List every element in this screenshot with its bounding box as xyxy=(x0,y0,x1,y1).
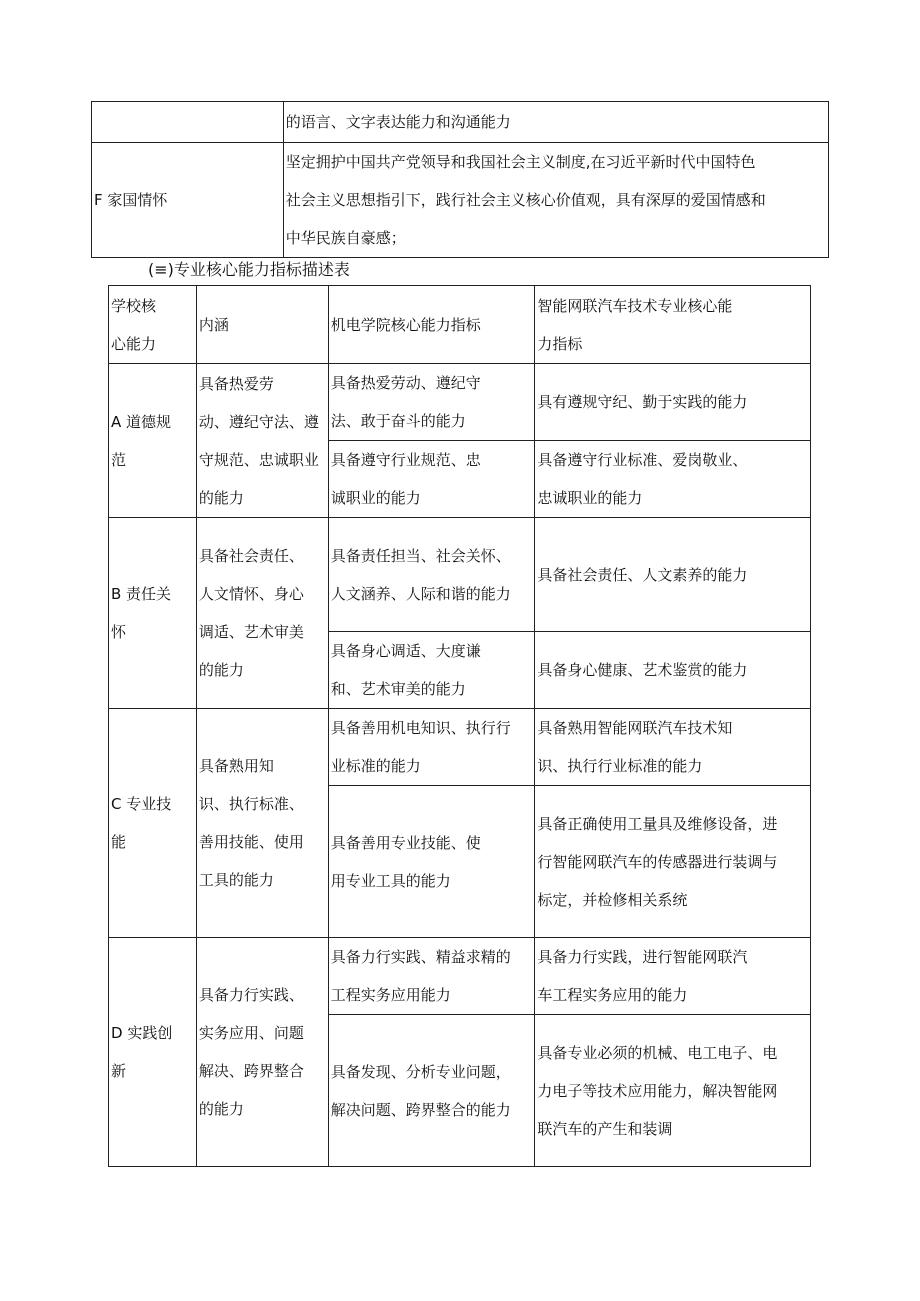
cell-line: 善用技能、使用 xyxy=(198,833,304,851)
row-content-cell xyxy=(283,143,828,258)
cell-line: 具备热爱劳 xyxy=(198,374,274,393)
table-row xyxy=(109,938,811,1015)
college-cell xyxy=(328,518,535,632)
cell-line: 的能力 xyxy=(198,1100,244,1118)
cell-line: 内涵 xyxy=(198,315,229,334)
header-meaning xyxy=(196,286,328,364)
section-title: (≡)专业核心能力指标描述表 xyxy=(148,260,350,279)
cell-line: 和、艺术审美的能力 xyxy=(330,680,466,698)
table-row xyxy=(109,709,811,786)
major-cell xyxy=(535,1015,811,1167)
core-competency-table xyxy=(108,285,811,1167)
major-cell xyxy=(535,632,811,709)
cell-line: 智能网联汽车技术专业核心能 xyxy=(537,296,733,315)
meaning-cell xyxy=(196,518,328,709)
cell-line: 具备社会责任、 xyxy=(198,547,304,565)
cell-line: 行智能网联汽车的传感器进行装调与 xyxy=(537,852,778,871)
cell-line: 学校核 xyxy=(111,296,157,315)
major-cell xyxy=(535,364,811,441)
college-cell xyxy=(328,786,535,938)
cell-line: 新 xyxy=(111,1062,127,1080)
cell-line: B 责任关 xyxy=(111,585,172,603)
cell-line: 业标准的能力 xyxy=(330,757,421,775)
cell-line: 人文涵养、人际和谐的能力 xyxy=(330,584,511,603)
meaning-cell xyxy=(196,709,328,938)
cell-line: 守规范、忠诚职业 xyxy=(198,450,319,469)
college-cell xyxy=(328,938,535,1015)
cell-line: 具备熟用知 xyxy=(198,757,274,775)
school-cell xyxy=(109,518,197,709)
cell-line: 具备正确使用工量具及维修设备，进 xyxy=(537,814,778,833)
cell-line: 力电子等技术应用能力，解决智能网 xyxy=(537,1081,778,1100)
cell-line: 解决、跨界整合 xyxy=(198,1062,304,1080)
cell-line: 工程实务应用能力 xyxy=(330,986,451,1004)
cell-line: 实务应用、问题 xyxy=(198,1024,304,1042)
major-cell xyxy=(535,441,811,518)
college-cell xyxy=(328,709,535,786)
cell-line: 心能力 xyxy=(111,334,157,353)
meaning-cell xyxy=(196,364,328,518)
row-content-cell xyxy=(283,102,828,143)
header-school xyxy=(109,286,197,364)
school-cell xyxy=(109,938,197,1167)
cell-line: 中华民族自豪感； xyxy=(285,229,406,247)
row-label-cell xyxy=(92,102,284,143)
cell-line: 识、执行行业标准的能力 xyxy=(537,757,703,775)
cell-line: 坚定拥护中国共产党领导和我国社会主义制度,在习近平新时代中国特色 xyxy=(285,153,756,171)
cell-line: 具备善用机电知识、执行行 xyxy=(330,719,511,737)
cell-line: 具备发现、分析专业问题， xyxy=(330,1062,511,1081)
cell-line: 怀 xyxy=(111,623,127,641)
cell-line: 具备热爱劳动、遵纪守 xyxy=(330,374,481,392)
header-major xyxy=(535,286,811,364)
cell-line: 具备责任担当、社会关怀、 xyxy=(330,546,511,565)
cell-line: 工具的能力 xyxy=(198,871,274,889)
cell-line: 具备遵守行业标准、爱岗敬业、 xyxy=(537,451,748,469)
cell-line: A 道德规 xyxy=(111,412,172,431)
cell-line: 具备专业必须的机械、电工电子、电 xyxy=(537,1043,778,1062)
cell-line: 联汽车的产生和装调 xyxy=(537,1119,673,1138)
cell-line: 机电学院核心能力指标 xyxy=(330,315,481,334)
header-row xyxy=(109,286,811,364)
table-row xyxy=(109,364,811,441)
cell-line: 具备身心健康、艺术鉴赏的能力 xyxy=(537,661,748,679)
school-cell xyxy=(109,364,197,518)
cell-line: 具有遵规守纪、勤于实践的能力 xyxy=(537,393,748,411)
major-cell xyxy=(535,938,811,1015)
meaning-cell xyxy=(196,938,328,1167)
row-label-cell xyxy=(92,143,284,258)
cell-line: F 家国情怀 xyxy=(94,191,168,209)
table-row xyxy=(92,143,829,258)
cell-line: 人文情怀、身心 xyxy=(198,585,304,603)
college-cell xyxy=(328,1015,535,1167)
cell-line: 具备社会责任、人文素养的能力 xyxy=(537,565,748,584)
cell-line: 具备力行实践，进行智能网联汽 xyxy=(537,948,748,966)
table-row xyxy=(109,518,811,632)
cell-line: 的语言、文字表达能力和沟通能力 xyxy=(285,113,511,131)
cell-line: 社会主义思想指引下，践行社会主义核心价值观，具有深厚的爱国情感和 xyxy=(285,191,766,209)
college-cell xyxy=(328,441,535,518)
cell-line: 具备力行实践、 xyxy=(198,986,304,1004)
cell-line: 力指标 xyxy=(537,334,583,353)
cell-line: 具备善用专业技能、使 xyxy=(330,833,481,852)
cell-line: 识、执行标准、 xyxy=(198,795,304,813)
cell-line: 调适、艺术审美 xyxy=(198,623,304,641)
cell-line: 能 xyxy=(111,833,127,851)
cell-line: 具备遵守行业规范、忠 xyxy=(330,451,481,469)
major-cell xyxy=(535,709,811,786)
cell-line: 具备身心调适、大度谦 xyxy=(330,642,481,660)
header-college xyxy=(328,286,535,364)
cell-line: 法、敢于奋斗的能力 xyxy=(330,412,466,430)
cell-line: 车工程实务应用的能力 xyxy=(537,986,688,1004)
school-cell xyxy=(109,709,197,938)
cell-line: C 专业技 xyxy=(111,795,172,813)
table-row xyxy=(92,102,829,143)
college-cell xyxy=(328,632,535,709)
cell-line: 具备熟用智能网联汽车技术知 xyxy=(537,719,733,737)
cell-line: 忠诚职业的能力 xyxy=(537,489,643,507)
major-cell xyxy=(535,786,811,938)
college-cell xyxy=(328,364,535,441)
cell-line: 诚职业的能力 xyxy=(330,489,421,507)
cell-line: D 实践创 xyxy=(111,1024,173,1042)
competency-table-continued xyxy=(91,101,829,258)
cell-line: 的能力 xyxy=(198,661,244,679)
cell-line: 具备力行实践、精益求精的 xyxy=(330,948,511,966)
cell-line: 范 xyxy=(111,450,127,469)
cell-line: 用专业工具的能力 xyxy=(330,871,451,890)
cell-line: 标定，并检修相关系统 xyxy=(537,890,688,909)
cell-line: 解决问题、跨界整合的能力 xyxy=(330,1100,511,1119)
cell-line: 的能力 xyxy=(198,488,244,507)
cell-line: 动、遵纪守法、遵 xyxy=(198,412,319,431)
major-cell xyxy=(535,518,811,632)
